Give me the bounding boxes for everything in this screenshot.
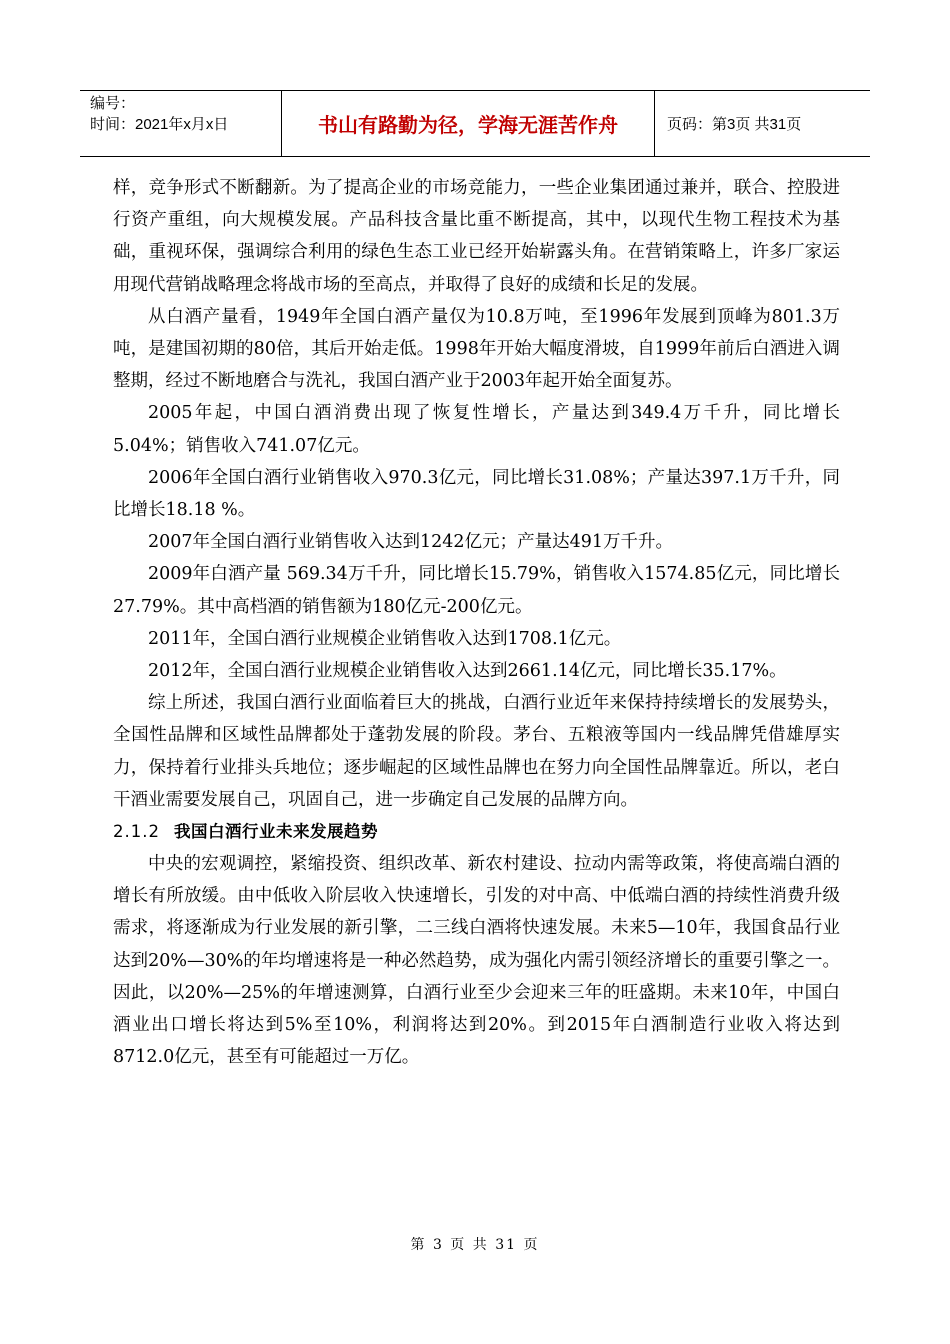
paragraph: 2012年，全国白酒行业规模企业销售收入达到2661.14亿元，同比增长35.17%。 [148,661,787,682]
header-page-info [655,91,870,156]
paragraph: 综上所述，我国白酒行业面临着巨大的挑战，白酒行业近年来保持持续增长的发展势头，全国性品牌和区域性品牌都处于蓬勃发展的阶段。茅台、五粮液等国内一线品牌凭借雄厚实力，保持着行业排头兵地位；逐步崛起的区域性品牌也在努力向全国性品牌靠近。所以，老白干酒业需要发展自己，巩固自己，进一步确定自己发展的品牌方向。 [113,693,840,810]
page-footer: 第 3 页 共 31 页 [410,1237,540,1253]
section-number: 2.1.2 [113,822,160,842]
paragraph: 中央的宏观调控，紧缩投资、组织改革、新农村建设、拉动内需等政策，将使高端白酒的增长有所放缓。由中低收入阶层收入快速增长，引发的对中高、中低端白酒的持续性消费升级需求，将逐渐成为行业发展的新引擎，二三线白酒将快速发展。未来5—10年，我国食品行业达到20%—30%的年均增速将是一种必然趋势，成为强化内需引领经济增长的重要引擎之一。因此，以20%—25%的年增速测算，白酒行业至少会迎来三年的旺盛期。未来10年，中国白酒业出口增长将达到5%至10%，利润将达到20%。到2015年白酒制造行业收入将达到8712.0亿元，甚至有可能超过一万亿。 [113,854,840,1068]
paragraph: 2011年，全国白酒行业规模企业销售收入达到1708.1亿元。 [148,628,622,649]
paragraph: 2007年全国白酒行业销售收入达到1242亿元；产量达491万千升。 [148,532,673,553]
header-meta [80,91,282,156]
paragraph: 从白酒产量看，1949年全国白酒产量仅为10.8万吨，至1996年发展到顶峰为801.3万吨，是建国初期的80倍，其后开始走低。1998年开始大幅度滑坡，自1999年前后白酒进入调整期，经过不断地磨合与洗礼，我国白酒产业于2003年起开始全面复苏。 [113,306,840,392]
body-content [113,172,840,1073]
section-heading [113,816,840,848]
section-title: 我国白酒行业未来发展趋势 [173,822,378,842]
paragraph: 2009年白酒产量 569.34万千升，同比增长15.79%，销售收入1574.85亿元，同比增长27.79%。其中高档酒的销售额为180亿元-200亿元。 [113,564,840,617]
paragraph: 样，竞争形式不断翻新。为了提高企业的市场竞能力，一些企业集团通过兼并，联合、控股进行资产重组，向大规模发展。产品科技含量比重不断提高，其中，以现代生物工程技术为基础，重视环保，强调综合利用的绿色生态工业已经开始崭露头角。在营销策略上，许多厂家运用现代营销战略理念将战市场的至高点，并取得了良好的成绩和长足的发展。 [113,178,840,295]
header-motto [282,91,655,156]
number-label: 编号： [90,95,136,112]
paragraph: 2005年起，中国白酒消费出现了恢复性增长，产量达到349.4万千升，同比增长5.04%；销售收入741.07亿元。 [113,403,840,456]
time-label: 时间：2021年x月x日 [90,116,229,133]
page-info-text: 页码：第3页 共31页 [667,116,802,133]
page-header [80,90,870,157]
motto-text: 书山有路勤为径，学海无涯苦作舟 [318,113,618,137]
paragraph: 2006年全国白酒行业销售收入970.3亿元，同比增长31.08%；产量达397.1万千升，同比增长18.18 %。 [113,467,840,521]
